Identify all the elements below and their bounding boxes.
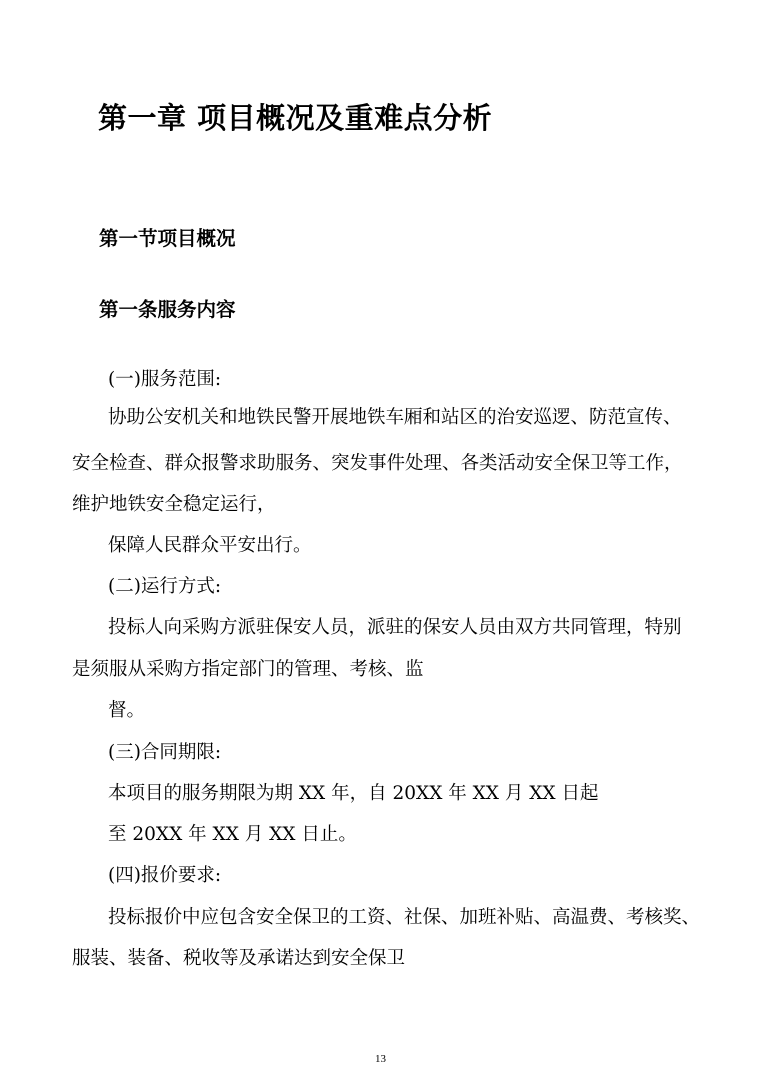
scope-line: 保障人民群众平安出行。 xyxy=(108,535,312,556)
operation-line: 督。 xyxy=(108,700,146,721)
quote-line: 服装、装备、税收等及承诺达到安全保卫 xyxy=(72,948,406,969)
scope-line: 协助公安机关和地铁民警开展地铁车厢和站区的治安巡逻、防范宣传、 xyxy=(108,407,682,428)
scope-line: 维护地铁安全稳定运行， xyxy=(72,494,276,515)
operation-line: 投标人向采购方派驻保安人员，派驻的保安人员由双方共同管理，特别 xyxy=(108,617,682,638)
operation-heading: (二)运行方式: xyxy=(108,576,222,597)
scope-heading: (一)服务范围: xyxy=(108,369,222,390)
contract-period-line: 至 20XX 年 XX 月 XX 日止。 xyxy=(108,824,357,845)
operation-line: 是须服从采购方指定部门的管理、考核、监 xyxy=(72,659,424,680)
chapter-title: 第一章 项目概况及重难点分析 xyxy=(98,101,493,135)
scope-line: 安全检查、群众报警求助服务、突发事件处理、各类活动安全保卫等工作， xyxy=(72,453,683,474)
quote-line: 投标报价中应包含安全保卫的工资、社保、加班补贴、高温费、考核奖、 xyxy=(108,907,701,928)
page-number: 13 xyxy=(375,1053,386,1065)
contract-period-line: 本项目的服务期限为期 XX 年，自 20XX 年 XX 月 XX 日起 xyxy=(108,783,599,804)
quote-heading: (四)报价要求: xyxy=(108,865,222,886)
section-title: 第一节项目概况 xyxy=(99,227,236,250)
contract-period-heading: (三)合同期限: xyxy=(108,742,222,763)
article-title: 第一条服务内容 xyxy=(99,298,236,321)
